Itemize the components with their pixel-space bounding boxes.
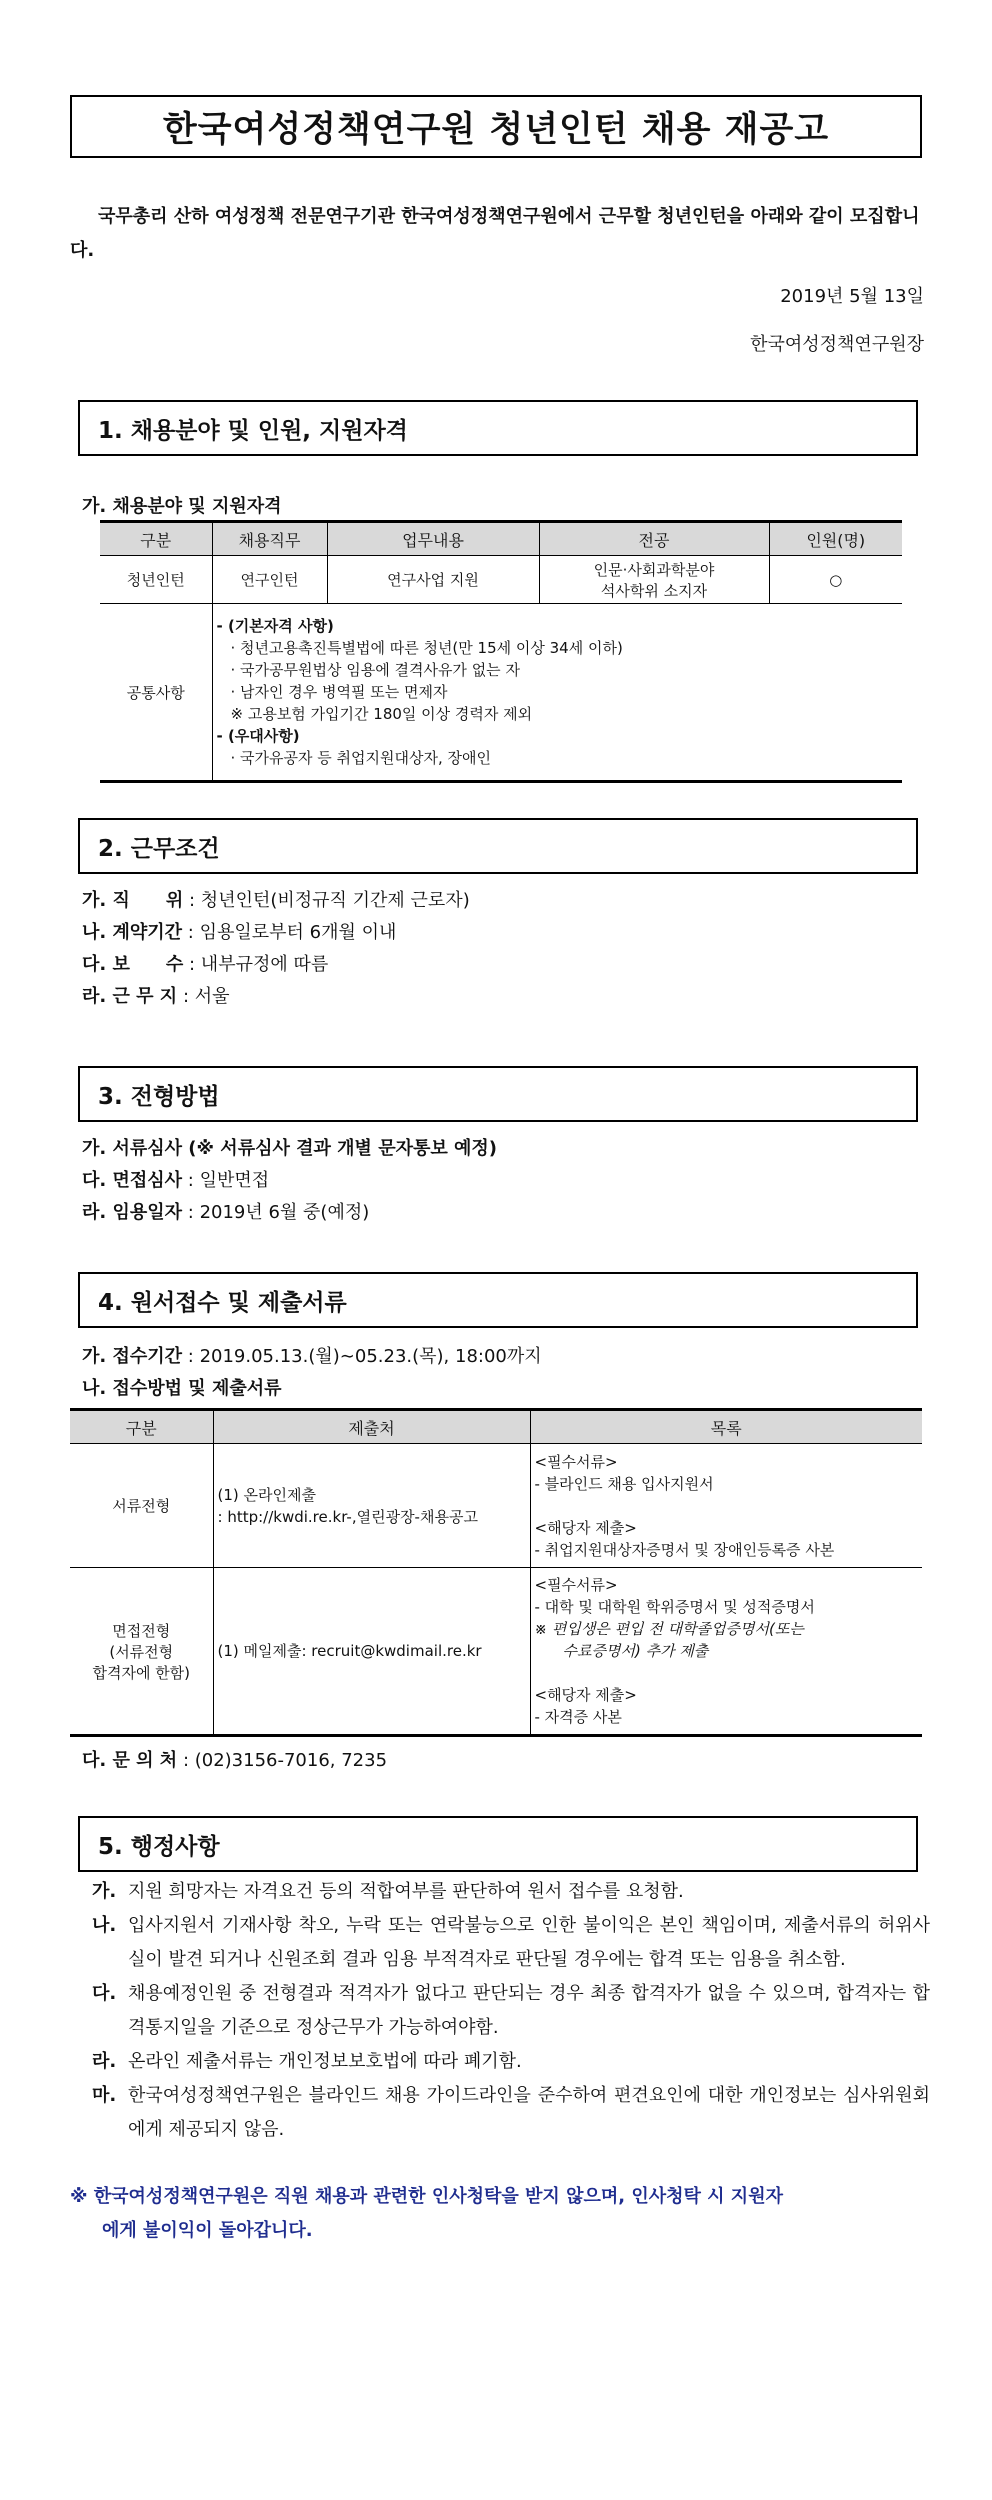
cell-job: 연구인턴: [212, 556, 327, 604]
work-item: 다. 보 수 : 내부규정에 따름: [82, 954, 329, 975]
th-major: 전공: [539, 522, 769, 556]
section1-heading: 1. 채용분야 및 인원, 지원자격: [78, 400, 918, 456]
admin-list: [92, 1875, 930, 2147]
admin-item: 가. 지원 희망자는 자격요건 등의 적합여부를 판단하여 원서 접수를 요청함.: [92, 1881, 684, 1902]
contact: 다. 문 의 처 : (02)3156-7016, 7235: [82, 1750, 388, 1771]
cell-category: 청년인턴: [100, 556, 212, 604]
th-type: 구분: [70, 1410, 213, 1444]
common-line: - (우대사항): [216, 727, 300, 745]
selection-item: 라. 임용일자 : 2019년 6월 중(예정): [82, 1202, 370, 1223]
major-line-2: 석사학위 소지자: [600, 581, 708, 600]
cell-common-content: [212, 604, 902, 782]
cell-doc-where: (1) 온라인제출 : http://kwdi.re.kr-,열린광장-채용공고: [213, 1444, 530, 1568]
section1-sub: 가. 채용분야 및 지원자격: [82, 496, 282, 517]
common-line: · 남자인 경우 병역필 또는 면제자: [230, 683, 448, 701]
cell-interview-list: <필수서류> - 대학 및 대학원 학위증명서 및 성적증명서 ※ 편입생은 편입 전 대학졸업증명서(또는 수료증명서) 추가 제출 <해당자 제출> - 자격증 사본: [530, 1568, 922, 1736]
cell-doc-stage: 서류전형: [70, 1444, 213, 1568]
th-list: 목록: [530, 1410, 922, 1444]
common-line: · 청년고용촉진특별법에 따른 청년(만 15세 이상 34세 이하): [230, 639, 623, 657]
cell-count: ○: [769, 556, 902, 604]
common-line: · 국가유공자 등 취업지원대상자, 장애인: [230, 749, 491, 767]
notice: ※ 한국여성정책연구원은 직원 채용과 관련한 인사청탁을 받지 않으며, 인사청탁 시 지원자 에게 불이익이 돌아갑니다.: [70, 2186, 783, 2241]
cell-major: [539, 556, 769, 604]
common-line: · 국가공무원법상 임용에 결격사유가 없는 자: [230, 661, 520, 679]
recruit-table: [100, 520, 902, 783]
announce-date: 2019년 5월 13일: [780, 286, 924, 307]
th-count: 인원(명): [769, 522, 902, 556]
work-item: 가. 직 위 : 청년인턴(비정규직 기간제 근로자): [82, 890, 470, 911]
selection-item: 다. 면접심사 : 일반면접: [82, 1170, 270, 1191]
section4-heading: 4. 원서접수 및 제출서류: [78, 1272, 918, 1328]
th-category: 구분: [100, 522, 212, 556]
admin-item: 나. 입사지원서 기재사항 착오, 누락 또는 연락불능으로 인한 불이익은 본인 책임이며, 제출서류의 허위사실이 발견 되거나 신원조회 결과 임용 부적격자로 판단될 경우에는 합격 또는 임용을 취소함.: [92, 1915, 930, 1970]
selection-item: 가. 서류심사 (※ 서류심사 결과 개별 문자통보 예정): [82, 1138, 498, 1159]
cell-interview-where: (1) 메일제출: recruit@kwdimail.re.kr: [213, 1568, 530, 1736]
cell-common-label: 공통사항: [100, 604, 212, 782]
signatory: 한국여성정책연구원장: [750, 334, 924, 355]
apply-method: 나. 접수방법 및 제출서류: [82, 1378, 282, 1399]
admin-item: 다. 채용예정인원 중 전형결과 적격자가 없다고 판단되는 경우 최종 합격자가 없을 수 있으며, 합격자는 합격통지일을 기준으로 정상근무가 가능하여야함.: [92, 1983, 930, 2038]
section3-heading: 3. 전형방법: [78, 1066, 918, 1122]
major-line-1: 인문·사회과학분야: [593, 560, 715, 579]
section5-heading: 5. 행정사항: [78, 1816, 918, 1872]
work-item: 나. 계약기간 : 임용일로부터 6개월 이내: [82, 922, 397, 943]
common-line: ※ 고용보험 가입기간 180일 이상 경력자 제외: [230, 705, 533, 723]
cell-doc-list: <필수서류> - 블라인드 채용 입사지원서 <해당자 제출> - 취업지원대상자증명서 및 장애인등록증 사본: [530, 1444, 922, 1568]
admin-item: 라. 온라인 제출서류는 개인정보보호법에 따라 폐기함.: [92, 2051, 522, 2072]
th-duty: 업무내용: [327, 522, 539, 556]
apply-period: 가. 접수기간 : 2019.05.13.(월)∼05.23.(목), 18:00까지: [82, 1346, 542, 1367]
cell-interview-stage: 면접전형 (서류전형 합격자에 한함): [70, 1568, 213, 1736]
intro-text: 국무총리 산하 여성정책 전문연구기관 한국여성정책연구원에서 근무할 청년인턴을 아래와 같이 모집합니다.: [70, 206, 920, 261]
th-job: 채용직무: [212, 522, 327, 556]
documents-table: [70, 1408, 922, 1737]
admin-item: 마. 한국여성정책연구원은 블라인드 채용 가이드라인을 준수하여 편견요인에 대한 개인정보는 심사위원회에게 제공되지 않음.: [92, 2085, 930, 2140]
title-box: [70, 95, 922, 158]
section2-heading: 2. 근무조건: [78, 818, 918, 874]
work-item: 라. 근 무 지 : 서울: [82, 986, 230, 1007]
page-title: 한국여성정책연구원 청년인턴 채용 재공고: [162, 109, 830, 150]
cell-duty: 연구사업 지원: [327, 556, 539, 604]
common-line: - (기본자격 사항): [216, 617, 334, 635]
th-where: 제출처: [213, 1410, 530, 1444]
